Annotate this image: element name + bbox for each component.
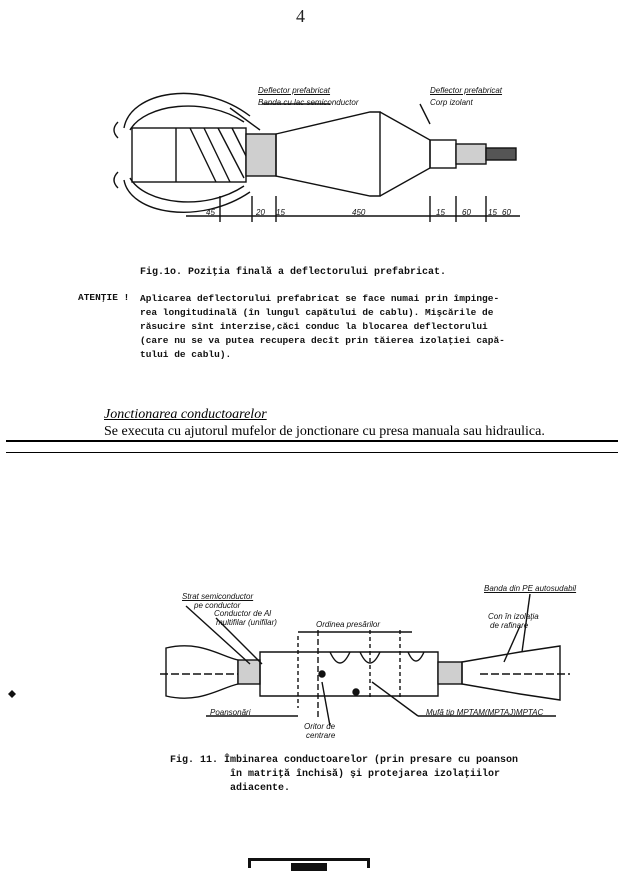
fig11-label-banda: Banda din PE autosudabil (484, 584, 577, 593)
page-bottom-tab (248, 858, 370, 868)
fig11-label-strat-2: pe conductor (194, 601, 241, 610)
page-number: 4 (296, 6, 305, 26)
fig10-dim-6: 60 (462, 208, 471, 217)
fig11-label-poansoane: Poansonări (210, 708, 251, 717)
attention-line-4: (care nu se va putea recupera decît prin tăierea izolaţiei capă- (140, 335, 505, 346)
fig10-caption: Fig.1o. Poziţia finală a deflectorului prefabricat. (140, 267, 447, 278)
fig10-dim-7: 15 (488, 208, 497, 217)
fig10-label-left-sub: Banda cu lac semiconductor (258, 98, 359, 107)
fig11-caption-line-1: Fig. 11. Îmbinarea conductoarelor (prin presare cu poanson (170, 755, 519, 766)
section-body: Se executa cu ajutorul mufelor de jonctionare cu presa manuala sau hidraulica. (104, 424, 545, 439)
fig11-label-strat: Strat semiconductor (182, 592, 254, 601)
fig10-dim-5: 15 (436, 208, 445, 217)
attention-label: ATENŢIE ! (78, 292, 130, 303)
fig11-label-ordinea: Ordinea presărilor (316, 620, 381, 629)
fig11-label-conductor: Conductor de Al (214, 609, 272, 618)
fig10-label-left-title: Deflector prefabricat (258, 86, 331, 95)
section-title: Jonctionarea conductoarelor (104, 407, 267, 422)
fig11-label-conductor-2: multifilar (unifilar) (216, 618, 277, 627)
fig10-label-right-sub: Corp izolant (430, 98, 473, 107)
attention-line-1: Aplicarea deflectorului prefabricat se face numai prin împinge- (140, 293, 500, 304)
fig11-label-con: Con în izolaţia (488, 612, 539, 621)
fig10-dim-3: 15 (276, 208, 285, 217)
attention-line-3: răsucire sînt interzise,căci conduc la blocarea deflectorului (140, 321, 488, 332)
fig11-label-mufa: Mufă tip MPTAM(MPTAJ)MPTAC (426, 708, 544, 717)
fig10-dim-4: 450 (352, 208, 366, 217)
attention-line-2: rea longitudinală (în lungul capătului de cablu). Mişcările de (140, 307, 494, 318)
fig10-dim-2: 20 (256, 208, 265, 217)
fig11-caption-line-2: în matriţă închisă) şi protejarea izolaţiilor (230, 769, 501, 780)
fig10-label-right-title: Deflector prefabricat (430, 86, 503, 95)
fig11-label-con-2: de rafinare (490, 621, 529, 630)
fig11-caption-line-3: adiacente. (230, 783, 291, 794)
attention-line-5: tului de cablu). (140, 349, 232, 360)
fig10-dim-8: 60 (502, 208, 511, 217)
fig11-label-oritor-2: centrare (306, 731, 336, 740)
fig10-dim-1: 45 (206, 208, 215, 217)
fig11-label-oritor: Oritor de (304, 722, 336, 731)
